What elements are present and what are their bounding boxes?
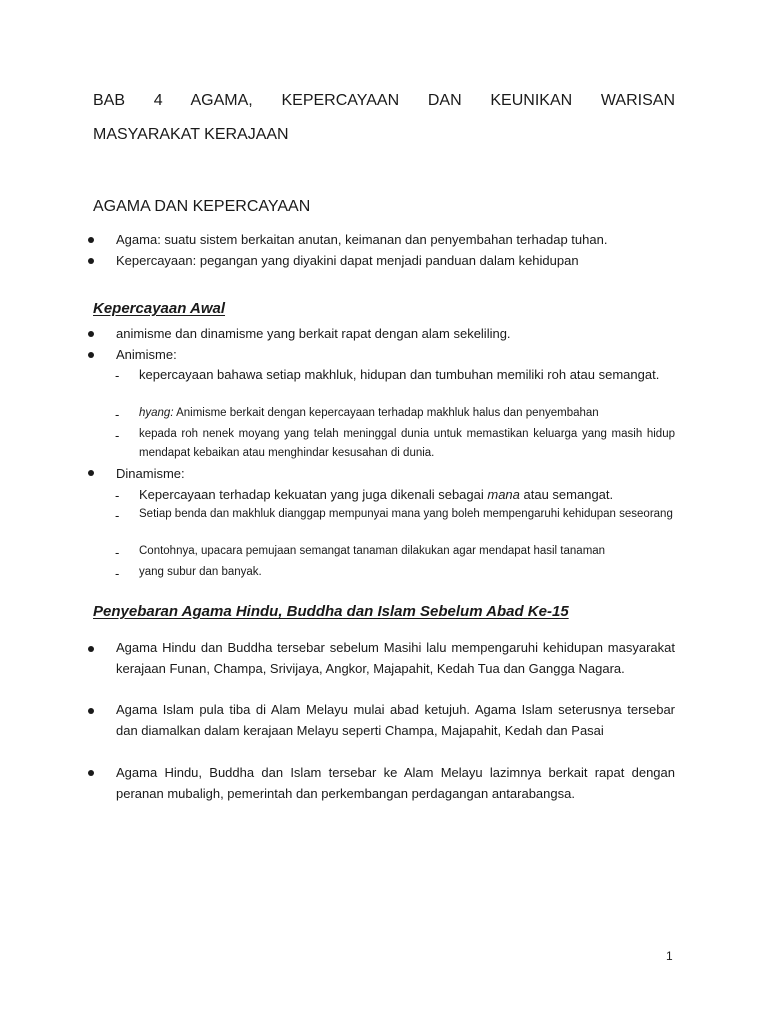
bullet-icon bbox=[88, 646, 94, 652]
bullet-icon bbox=[88, 237, 94, 243]
chapter-title-line1: BAB 4 AGAMA, KEPERCAYAAN DAN KEUNIKAN WARISAN bbox=[93, 92, 675, 109]
list-item: Agama Islam pula tiba di Alam Melayu mulai abad ketujuh. Agama Islam seterusnya tersebar dan diamalkan dalam kerajaan Melayu seperti Champa, Majapahit, Kedah dan Pasai bbox=[116, 702, 675, 738]
list-item: Agama: suatu sistem berkaitan anutan, keimanan dan penyembahan terhadap tuhan. bbox=[116, 232, 608, 247]
dash-marker: - bbox=[115, 508, 120, 523]
page-number: 1 bbox=[666, 949, 673, 963]
bullet-icon bbox=[88, 258, 94, 264]
dash-marker: - bbox=[115, 545, 120, 560]
dash-marker: - bbox=[115, 368, 120, 383]
dash-marker: - bbox=[115, 488, 120, 503]
section-heading-kepercayaan-awal: Kepercayaan Awal bbox=[93, 300, 226, 317]
dash-marker: - bbox=[115, 407, 120, 422]
bullet-icon bbox=[88, 352, 94, 358]
dash-marker: - bbox=[115, 428, 120, 443]
bullet-icon bbox=[88, 470, 94, 476]
list-item: Agama Hindu dan Buddha tersebar sebelum Masihi lalu mempengaruhi kehidupan masyarakat kerajaan Funan, Champa, Srivijaya, Angkor, Majapahit, Kedah Tua dan Gangga Nagara. bbox=[116, 640, 675, 676]
chapter-title-line2: MASYARAKAT KERAJAAN bbox=[93, 126, 289, 143]
section-heading-agama-dan-kepercayaan: AGAMA DAN KEPERCAYAAN bbox=[93, 198, 311, 215]
bullet-icon bbox=[88, 708, 94, 714]
list-item: Kepercayaan: pegangan yang diyakini dapat menjadi panduan dalam kehidupan bbox=[116, 253, 579, 268]
bullet-icon bbox=[88, 331, 94, 337]
dinamisme-sub-item: yang subur dan banyak. bbox=[139, 566, 262, 578]
list-item: animisme dan dinamisme yang berkait rapat dengan alam sekeliling. bbox=[116, 326, 511, 341]
animisme-sub-item: kepada roh nenek moyang yang telah meninggal dunia untuk memastikan keluarga yang masih hidup mendapat kebaikan atau menghindar kesusahan di dunia. bbox=[139, 428, 675, 459]
dinamisme-label: Dinamisme: bbox=[116, 466, 185, 481]
list-item: Agama Hindu, Buddha dan Islam tersebar ke Alam Melayu lazimnya berkait rapat dengan peranan mubaligh, pemerintah dan perkembangan perdagangan antarabangsa. bbox=[116, 765, 675, 801]
animisme-sub-item: kepercayaan bahawa setiap makhluk, hidupan dan tumbuhan memiliki roh atau semangat. bbox=[139, 367, 660, 382]
term-hyang: hyang: bbox=[139, 407, 174, 419]
term-mana: mana bbox=[487, 487, 520, 502]
bullet-icon bbox=[88, 770, 94, 776]
dinamisme-sub-item: Setiap benda dan makhluk dianggap mempunyai mana yang boleh mempengaruhi kehidupan seseorang bbox=[139, 508, 673, 520]
dinamisme-sub-item: Contohnya, upacara pemujaan semangat tanaman dilakukan agar mendapat hasil tanaman bbox=[139, 545, 606, 557]
dash-marker: - bbox=[115, 566, 120, 581]
animisme-sub-item: hyang: Animisme berkait dengan kepercayaan terhadap makhluk halus dan penyembahan bbox=[139, 407, 599, 419]
animisme-label: Animisme: bbox=[116, 347, 177, 362]
dinamisme-sub-item: Kepercayaan terhadap kekuatan yang juga dikenali sebagai mana atau semangat. bbox=[139, 487, 614, 502]
section-heading-penyebaran-agama: Penyebaran Agama Hindu, Buddha dan Islam Sebelum Abad Ke-15 bbox=[93, 603, 569, 620]
